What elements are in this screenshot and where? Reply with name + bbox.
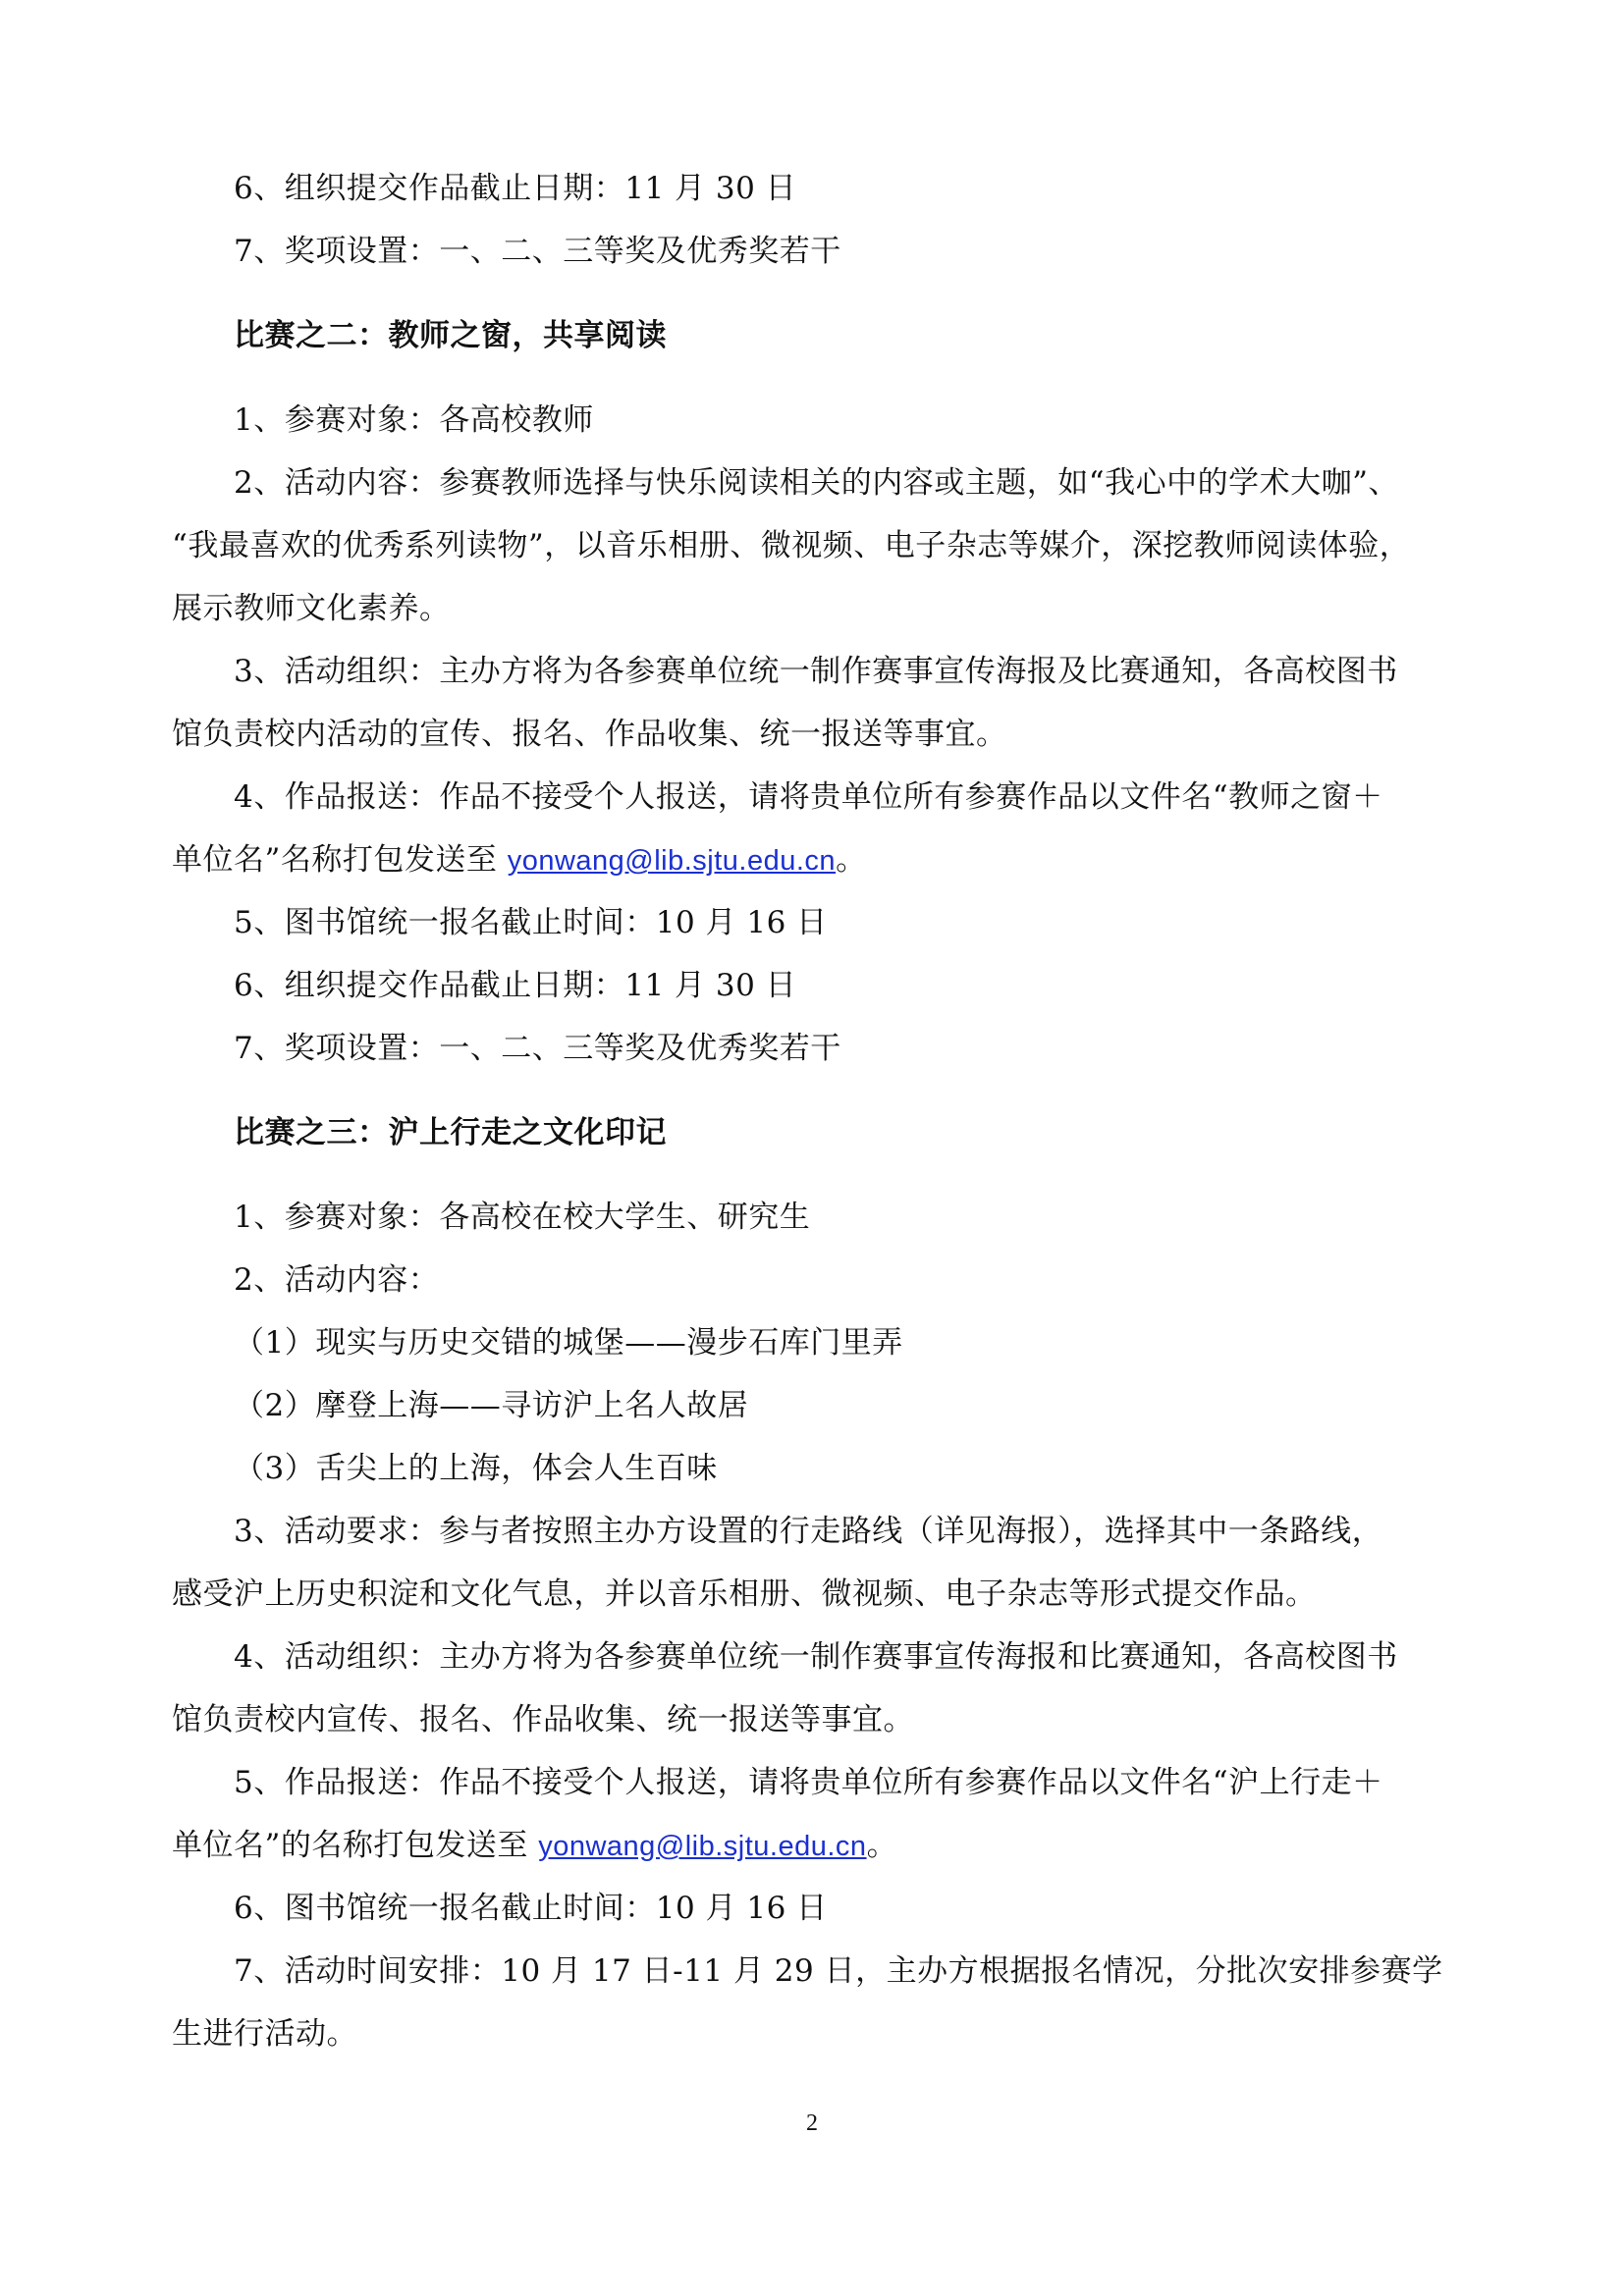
paragraph: 4、活动组织：主办方将为各参赛单位统一制作赛事宣传海报和比赛通知，各高校图书 (234, 1639, 1398, 1675)
paragraph: 7、奖项设置：一、二、三等奖及优秀奖若干 (234, 1031, 841, 1066)
paragraph-continuation: 馆负责校内宣传、报名、作品收集、统一报送等事宜。 (172, 1702, 914, 1737)
paragraph: 4、作品报送：作品不接受个人报送，请将贵单位所有参赛作品以文件名“教师之窗＋ (234, 779, 1383, 815)
section-heading: 比赛之二：教师之窗，共享阅读 (234, 318, 667, 353)
paragraph-continuation: 生进行活动。 (172, 2016, 357, 2052)
paragraph: 6、组织提交作品截止日期：11 月 30 日 (234, 171, 797, 206)
paragraph: 7、活动时间安排：10 月 17 日-11 月 29 日，主办方根据报名情况，分批次安排参赛学 (234, 1953, 1443, 1989)
paragraph: 3、活动要求：参与者按照主办方设置的行走路线（详见海报），选择其中一条路线， (234, 1514, 1383, 1549)
email-link[interactable]: yonwang@lib.sjtu.edu.cn (538, 1831, 867, 1862)
paragraph-continuation: 感受沪上历史积淀和文化气息，并以音乐相册、微视频、电子杂志等形式提交作品。 (172, 1576, 1317, 1612)
paragraph: 7、奖项设置：一、二、三等奖及优秀奖若干 (234, 234, 841, 269)
list-item: （3）舌尖上的上海，体会人生百味 (234, 1451, 718, 1486)
paragraph: 1、参赛对象：各高校教师 (234, 402, 594, 438)
section-heading: 比赛之三：沪上行走之文化印记 (234, 1115, 667, 1150)
paragraph-continuation (172, 840, 1478, 881)
paragraph: 2、活动内容： (234, 1262, 440, 1298)
paragraph-continuation: “我最喜欢的优秀系列读物”，以音乐相册、微视频、电子杂志等媒介，深挖教师阅读体验， (172, 528, 1411, 563)
text: 。 (836, 842, 867, 878)
paragraph-continuation (172, 1826, 1478, 1866)
email-link[interactable]: yonwang@lib.sjtu.edu.cn (507, 845, 837, 877)
paragraph-continuation: 展示教师文化素养。 (172, 591, 451, 626)
paragraph: 2、活动内容：参赛教师选择与快乐阅读相关的内容或主题，如“我心中的学术大咖”、 (234, 465, 1399, 501)
paragraph: 1、参赛对象：各高校在校大学生、研究生 (234, 1200, 811, 1235)
paragraph: 6、组织提交作品截止日期：11 月 30 日 (234, 968, 797, 1003)
paragraph: 6、图书馆统一报名截止时间：10 月 16 日 (234, 1891, 828, 1926)
paragraph: 3、活动组织：主办方将为各参赛单位统一制作赛事宣传海报及比赛通知，各高校图书 (234, 654, 1398, 689)
list-item: （1）现实与历史交错的城堡——漫步石库门里弄 (234, 1325, 903, 1361)
paragraph: 5、图书馆统一报名截止时间：10 月 16 日 (234, 905, 828, 940)
list-item: （2）摩登上海——寻访沪上名人故居 (234, 1388, 749, 1423)
text: 单位名”名称打包发送至 (172, 842, 508, 878)
page-number: 2 (806, 2110, 818, 2136)
text: 。 (866, 1828, 898, 1863)
text: 单位名”的名称打包发送至 (172, 1828, 539, 1863)
paragraph: 5、作品报送：作品不接受个人报送，请将贵单位所有参赛作品以文件名“沪上行走＋ (234, 1765, 1383, 1800)
paragraph-continuation: 馆负责校内活动的宣传、报名、作品收集、统一报送等事宜。 (172, 717, 1007, 752)
